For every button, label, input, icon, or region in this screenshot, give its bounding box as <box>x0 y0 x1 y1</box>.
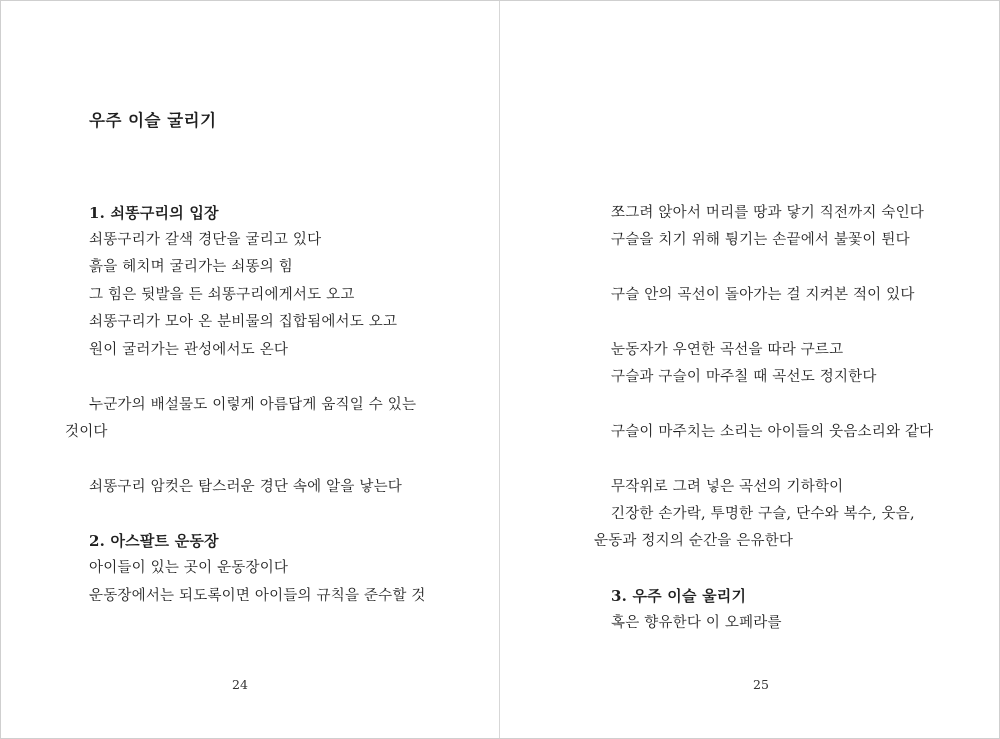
poem-line: 아이들이 있는 곳이 운동장이다 <box>89 560 289 576</box>
poem-line: 눈동자가 우연한 곡선을 따라 구르고 <box>611 342 844 358</box>
poem-line: 누군가의 배설물도 이렇게 아름답게 움직일 수 있는 <box>89 397 417 413</box>
section-heading-1: 1. 쇠똥구리의 입장 <box>89 204 219 222</box>
section-heading-3: 3. 우주 이슬 울리기 <box>611 587 747 605</box>
poem-line: 원이 굴러가는 관성에서도 온다 <box>89 342 289 358</box>
page-number-left: 24 <box>232 677 248 692</box>
poem-line: 그 힘은 뒷발을 든 쇠똥구리에게서도 오고 <box>89 287 355 303</box>
poem-line: 구슬 안의 곡선이 돌아가는 걸 지켜본 적이 있다 <box>611 287 915 303</box>
poem-line: 쇠똥구리 암컷은 탐스러운 경단 속에 알을 낳는다 <box>89 479 402 495</box>
poem-line: 흙을 헤치며 굴리가는 쇠똥의 힘 <box>89 259 293 275</box>
poem-title: 우주 이슬 굴리기 <box>89 111 217 130</box>
poem-line: 쇠똥구리가 갈색 경단을 굴리고 있다 <box>89 232 322 248</box>
page-number-right: 25 <box>753 677 769 692</box>
section-heading-2: 2. 아스팔트 운동장 <box>89 532 219 550</box>
poem-line: 긴장한 손가락, 투명한 구슬, 단수와 복수, 웃음, <box>611 506 915 522</box>
poem-line: 쇠똥구리가 모아 온 분비물의 집합됨에서도 오고 <box>89 314 398 330</box>
poem-line: 혹은 향유한다 이 오페라를 <box>611 615 782 631</box>
poem-line: 쪼그려 앉아서 머리를 땅과 닿기 직전까지 숙인다 <box>611 205 924 221</box>
poem-line: 운동과 정지의 순간을 은유한다 <box>594 533 794 549</box>
poem-line: 것이다 <box>65 424 108 440</box>
poem-line: 운동장에서는 되도록이면 아이들의 규칙을 준수할 것 <box>89 588 426 604</box>
poem-line: 무작위로 그려 넣은 곡선의 기하학이 <box>611 479 844 495</box>
right-page <box>500 1 999 738</box>
poem-line: 구슬과 구슬이 마주칠 때 곡선도 정지한다 <box>611 369 877 385</box>
poem-line: 구슬을 치기 위해 튕기는 손끝에서 불꽃이 튄다 <box>611 232 910 248</box>
poem-line: 구슬이 마주치는 소리는 아이들의 웃음소리와 같다 <box>611 424 934 440</box>
left-page <box>1 1 499 738</box>
